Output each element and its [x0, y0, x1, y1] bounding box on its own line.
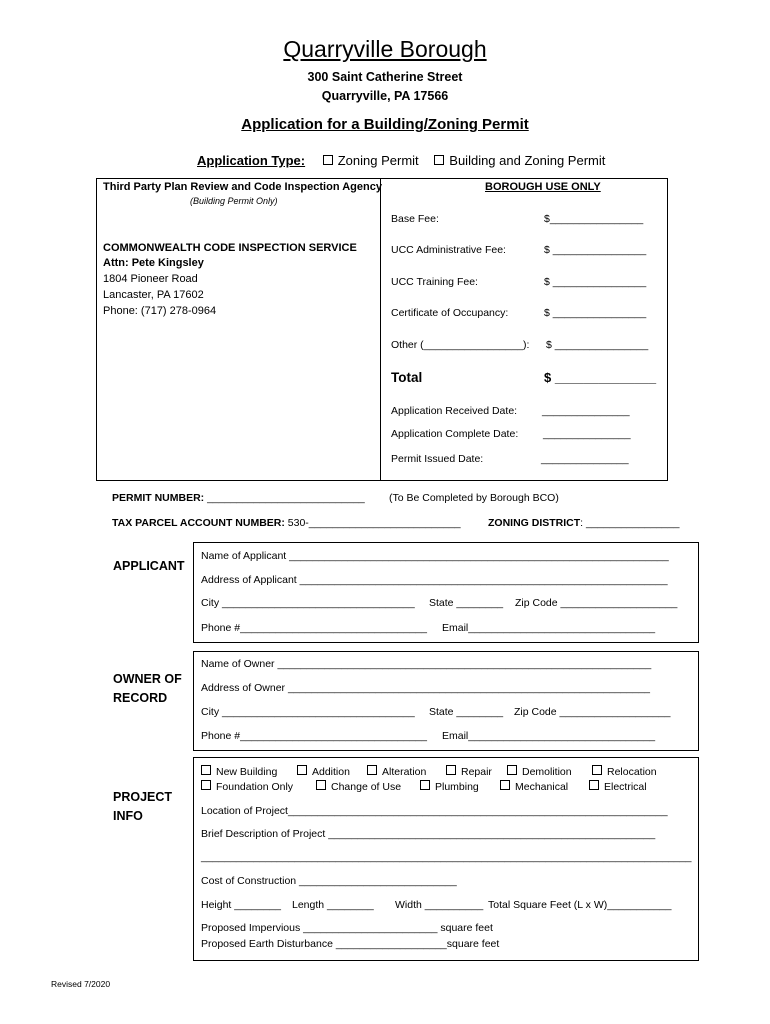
checkbox-icon[interactable]: [323, 155, 333, 165]
checkbox-icon[interactable]: [420, 780, 430, 790]
owner-name-field[interactable]: Name of Owner ________________________________________________________________: [201, 658, 652, 670]
agency-road: 1804 Pioneer Road: [103, 273, 198, 285]
box-divider: [380, 178, 381, 480]
borough-street: 300 Saint Catherine Street: [307, 70, 463, 84]
checkbox-icon[interactable]: [589, 780, 599, 790]
ucc-admin-label: UCC Administrative Fee:: [391, 244, 506, 256]
base-fee-label: Base Fee:: [391, 213, 439, 225]
applicant-state-field[interactable]: State ________: [429, 597, 504, 609]
certificate-field[interactable]: $ ________________: [544, 307, 647, 319]
zoning-permit-option[interactable]: Zoning Permit: [323, 153, 419, 168]
project-description-field[interactable]: Brief Description of Project ________________________________________________________: [201, 828, 656, 840]
applicant-zip-field[interactable]: Zip Code ____________________: [515, 597, 678, 609]
applicant-city-field[interactable]: City _________________________________: [201, 597, 415, 609]
project-description-line2[interactable]: ____________________________________________________________________________________: [201, 851, 692, 863]
project-type-electrical[interactable]: Electrical: [589, 780, 647, 793]
tax-parcel-field[interactable]: 530-__________________________: [287, 517, 461, 529]
tax-parcel-label: TAX PARCEL ACCOUNT NUMBER:: [112, 517, 285, 529]
base-fee-field[interactable]: $________________: [544, 213, 644, 225]
certificate-label: Certificate of Occupancy:: [391, 307, 509, 319]
checkbox-icon[interactable]: [367, 765, 377, 775]
project-type-addition[interactable]: Addition: [297, 765, 350, 778]
other-fee-field[interactable]: $ ________________: [546, 339, 649, 351]
width-field[interactable]: Width __________: [395, 899, 484, 911]
ucc-training-field[interactable]: $ ________________: [544, 276, 647, 288]
agency-heading: Third Party Plan Review and Code Inspection Agency: [103, 181, 382, 193]
zoning-district-row: [488, 517, 679, 529]
project-type-foundation[interactable]: Foundation Only: [201, 780, 293, 793]
project-location-field[interactable]: Location of Project_________________________________________________________________: [201, 805, 668, 817]
applicant-address-field[interactable]: Address of Applicant _______________________________________________________________: [201, 574, 668, 586]
owner-section-label: OWNER OF RECORD: [113, 672, 182, 705]
checkbox-icon[interactable]: [297, 765, 307, 775]
ucc-training-label: UCC Training Fee:: [391, 276, 478, 288]
permit-number-row: [112, 492, 365, 504]
agency-city: Lancaster, PA 17602: [103, 289, 204, 301]
borough-title: Quarryville Borough: [283, 36, 487, 62]
checkbox-icon[interactable]: [507, 765, 517, 775]
project-type-repair[interactable]: Repair: [446, 765, 492, 778]
checkbox-icon[interactable]: [434, 155, 444, 165]
borough-use-heading: BOROUGH USE ONLY: [485, 181, 601, 193]
project-type-demolition[interactable]: Demolition: [507, 765, 572, 778]
total-square-feet-field[interactable]: Total Square Feet (L x W)___________: [488, 899, 672, 911]
impervious-field[interactable]: Proposed Impervious _______________________ square feet: [201, 922, 493, 934]
permit-number-note: (To Be Completed by Borough BCO): [389, 492, 559, 504]
total-field[interactable]: $ ______________: [544, 370, 657, 385]
checkbox-icon[interactable]: [201, 780, 211, 790]
owner-zip-field[interactable]: Zip Code ___________________: [514, 706, 671, 718]
checkbox-icon[interactable]: [500, 780, 510, 790]
owner-email-field[interactable]: Email________________________________: [442, 730, 656, 742]
zoning-district-field[interactable]: : ________________: [580, 517, 680, 529]
length-field[interactable]: Length ________: [292, 899, 374, 911]
total-label: Total: [391, 370, 423, 385]
owner-city-field[interactable]: City _________________________________: [201, 706, 415, 718]
owner-state-field[interactable]: State ________: [429, 706, 504, 718]
checkbox-icon[interactable]: [316, 780, 326, 790]
building-zoning-permit-option[interactable]: Building and Zoning Permit: [434, 153, 605, 168]
applicant-section-label: APPLICANT: [113, 559, 185, 573]
application-type-label: Application Type:: [197, 153, 306, 168]
agency-attn: Attn: Pete Kingsley: [103, 257, 204, 269]
project-type-plumbing[interactable]: Plumbing: [420, 780, 479, 793]
project-type-relocation[interactable]: Relocation: [592, 765, 657, 778]
revised-date: Revised 7/2020: [51, 979, 111, 989]
agency-note: (Building Permit Only): [190, 196, 278, 206]
earth-disturbance-field[interactable]: Proposed Earth Disturbance ___________________square feet: [201, 938, 500, 950]
project-type-change-of-use[interactable]: Change of Use: [316, 780, 401, 793]
applicant-email-field[interactable]: Email________________________________: [442, 622, 656, 634]
application-title: Application for a Building/Zoning Permit: [241, 116, 529, 133]
issued-date-field[interactable]: _______________: [541, 453, 629, 465]
project-type-new-building[interactable]: New Building: [201, 765, 277, 778]
agency-name: COMMONWEALTH CODE INSPECTION SERVICE: [103, 242, 357, 254]
received-date-field[interactable]: _______________: [542, 405, 630, 417]
permit-number-label: PERMIT NUMBER:: [112, 492, 205, 504]
owner-phone-field[interactable]: Phone #________________________________: [201, 730, 427, 742]
applicant-phone-field[interactable]: Phone #________________________________: [201, 622, 427, 634]
checkbox-icon[interactable]: [201, 765, 211, 775]
project-type-alteration[interactable]: Alteration: [367, 765, 426, 778]
issued-date-label: Permit Issued Date:: [391, 453, 484, 465]
construction-cost-field[interactable]: Cost of Construction ___________________________: [201, 875, 457, 887]
project-type-mechanical[interactable]: Mechanical: [500, 780, 568, 793]
ucc-admin-field[interactable]: $ ________________: [544, 244, 647, 256]
owner-address-field[interactable]: Address of Owner ______________________________________________________________: [201, 682, 651, 694]
zoning-district-label: ZONING DISTRICT: [488, 517, 581, 529]
checkbox-icon[interactable]: [592, 765, 602, 775]
applicant-name-field[interactable]: Name of Applicant _________________________________________________________________: [201, 550, 669, 562]
height-field[interactable]: Height ________: [201, 899, 281, 911]
project-section-label: PROJECT INFO: [113, 790, 173, 823]
checkbox-icon[interactable]: [446, 765, 456, 775]
agency-phone: Phone: (717) 278-0964: [103, 305, 217, 317]
received-date-label: Application Received Date:: [391, 405, 518, 417]
borough-city: Quarryville, PA 17566: [321, 89, 449, 103]
other-fee-label: Other (_________________):: [391, 339, 530, 351]
application-type-row: [197, 153, 605, 168]
tax-parcel-row: [112, 517, 461, 529]
permit-number-field[interactable]: ___________________________: [207, 492, 365, 504]
complete-date-label: Application Complete Date:: [391, 428, 519, 440]
complete-date-field[interactable]: _______________: [543, 428, 631, 440]
